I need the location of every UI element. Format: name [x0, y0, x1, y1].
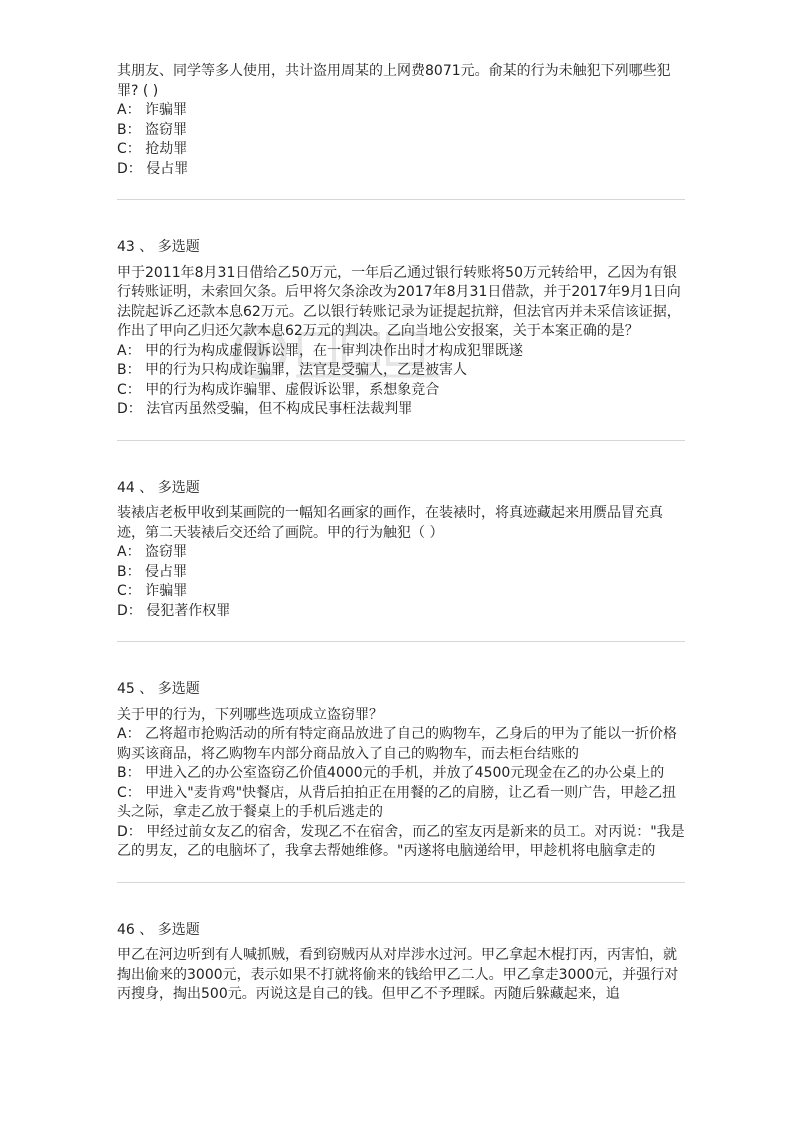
option-c: C： 甲进入"麦肯鸡"快餐店，从背后拍拍正在用餐的乙的肩膀，让乙看一则广告，甲趁乙扭头之际，拿走乙放于餐桌上的手机后逃走的	[117, 784, 677, 820]
question-header: 45 、 多选题	[117, 681, 200, 697]
question-stem: 装裱店老板甲收到某画院的一幅知名画家的画作，在装裱时，将真迹藏起来用赝品冒充真迹，第二天装裱后交还给了画院。甲的行为触犯（ ）	[117, 505, 663, 541]
question-46	[117, 921, 685, 1005]
option-b: B： 侵占罪	[117, 563, 188, 580]
question-stem: 其朋友、同学等多人使用，共计盗用周某的上网费8071元。俞某的行为未触犯下列哪些犯罪? ( )	[117, 63, 671, 99]
question-list	[117, 62, 685, 1005]
question-45	[117, 680, 685, 862]
option-a: A： 甲的行为构成虚假诉讼罪，在一审判决作出时才构成犯罪既遂	[117, 342, 524, 359]
divider	[117, 641, 685, 642]
divider	[117, 882, 685, 883]
question-stem: 甲于2011年8月31日借给乙50万元，一年后乙通过银行转账将50万元转给甲，乙因为有银行转账证明，未索回欠条。后甲将欠条涂改为2017年8月31日借款，并于2017年9月1日向法院起诉乙还款本息62万元。乙以银行转账记录为证提起抗辩，但法官丙并未采信该证据，作出了甲向乙归还欠款本息62万元的判决。乙向当地公安报案，关于本案正确的是？	[117, 264, 681, 339]
option-c: C： 抢劫罪	[117, 141, 188, 157]
option-a: A： 盗窃罪	[117, 544, 188, 560]
option-b: B： 盗窃罪	[117, 121, 188, 138]
option-b: B： 甲的行为只构成诈骗罪，法官是受骗人，乙是被害人	[117, 362, 468, 378]
option-d: D： 侵犯著作权罪	[117, 602, 231, 619]
question-stem: 关于甲的行为，下列哪些选项成立盗窃罪？	[117, 706, 383, 723]
question-header: 46 、 多选题	[117, 921, 200, 938]
question-header: 44 、 多选题	[117, 479, 200, 496]
question-42	[117, 62, 685, 179]
option-d: D： 法官丙虽然受骗，但不构成民事枉法裁判罪	[117, 401, 413, 417]
question-43	[117, 238, 685, 420]
option-a: A： 乙将超市抢购活动的所有特定商品放进了自己的购物车，乙身后的甲为了能以一折价格购买该商品，将乙购物车内部分商品放入了自己的购物车，而去柜台结账的	[117, 726, 678, 762]
divider	[117, 440, 685, 441]
option-d: D： 侵占罪	[117, 160, 189, 177]
question-header: 43 、 多选题	[117, 239, 200, 255]
option-c: C： 甲的行为构成诈骗罪、虚假诉讼罪，系想象竞合	[117, 381, 440, 398]
question-44	[117, 479, 685, 622]
option-b: B： 甲进入乙的办公室盗窃乙价值4000元的手机，并放了4500元现金在乙的办公桌上的	[117, 765, 665, 781]
question-stem: 甲乙在河边听到有人喊抓贼，看到窃贼丙从对岸涉水过河。甲乙拿起木棍打丙，丙害怕，就掏出偷来的3000元，表示如果不打就将偷来的钱给甲乙二人。甲乙拿走3000元，并强行对丙搜身，掏出500元。丙说这是自己的钱。但甲乙不予理睬。丙随后躲藏起来，追	[117, 947, 679, 1002]
option-a: A： 诈骗罪	[117, 102, 188, 118]
option-d: D： 甲经过前女友乙的宿舍，发现乙不在宿舍，而乙的室友丙是新来的员工。对丙说："我是乙的男友，乙的电脑坏了，我拿去帮她维修。"丙遂将电脑递给甲，甲趁机将电脑拿走的	[117, 823, 685, 859]
divider	[117, 199, 685, 200]
option-c: C： 诈骗罪	[117, 583, 188, 599]
